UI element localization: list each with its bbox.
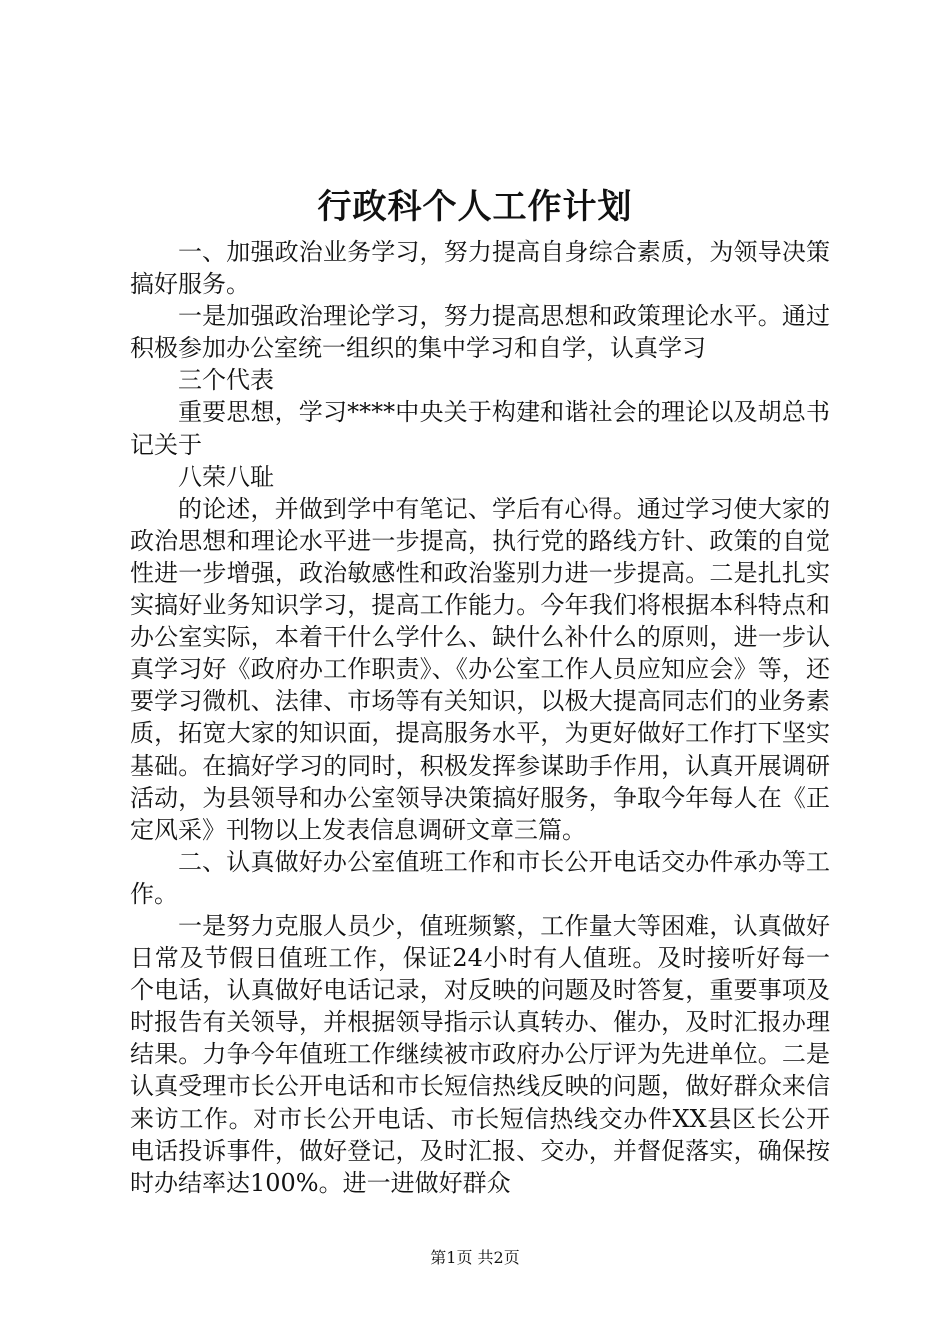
- page-number-footer: 第1页 共2页: [430, 1248, 520, 1267]
- paragraph-duty-work: 一是努力克服人员少，值班频繁，工作量大等困难，认真做好日常及节假日值班工作，保证24小时有人值班。及时接听好每一个电话，认真做好电话记录，对反映的问题及时答复，重要事项及时报告有关领导，并根据领导指示认真转办、催办，及时汇报办理结果。力争今年值班工作继续被市政府办公厅评为先进单位。二是认真受理市长公开电话和市长短信热线反映的问题，做好群众来信来访工作。对市长公开电话、市长短信热线交办件XX县区长公开电话投诉事件，做好登记，及时汇报、交办，并督促落实，确保按时办结率达100%。进一进做好群众: [130, 911, 830, 1197]
- paragraph-section-1-heading: 一、加强政治业务学习，努力提高自身综合素质，为领导决策搞好服务。: [130, 238, 830, 299]
- paragraph-section-2-heading: 二、认真做好办公室值班工作和市长公开电话交办件承办等工作。: [130, 847, 830, 908]
- paragraph-eight-honors: 八荣八耻: [178, 462, 274, 491]
- document-title: 行政科个人工作计划: [317, 187, 633, 227]
- paragraph-business-study: 的论述，并做到学中有笔记、学后有心得。通过学习使大家的政治思想和理论水平进一步提高，执行党的路线方针、政策的自觉性进一步增强，政治敏感性和政治鉴别力进一步提高。二是扎扎实实搞好业务知识学习，提高工作能力。今年我们将根据本科特点和办公室实际，本着干什么学什么、缺什么补什么的原则，进一步认真学习好《政府办工作职责》、《办公室工作人员应知应会》等，还要学习微机、法律、市场等有关知识，以极大提高同志们的业务素质，拓宽大家的知识面，提高服务水平，为更好做好工作打下坚实基础。在搞好学习的同时，积极发挥参谋助手作用，认真开展调研活动，为县领导和办公室领导决策搞好服务，争取今年每人在《正定风采》刊物以上发表信息调研文章三篇。: [130, 494, 830, 844]
- paragraph-three-represents: 三个代表: [178, 366, 274, 395]
- paragraph-theory-study: 一是加强政治理论学习，努力提高思想和政策理论水平。通过积极参加办公室统一组织的集中学习和自学，认真学习: [130, 302, 830, 363]
- document-body: [130, 236, 830, 1199]
- paragraph-important-thought: 重要思想，学习****中央关于构建和谐社会的理论以及胡总书记关于: [130, 398, 830, 459]
